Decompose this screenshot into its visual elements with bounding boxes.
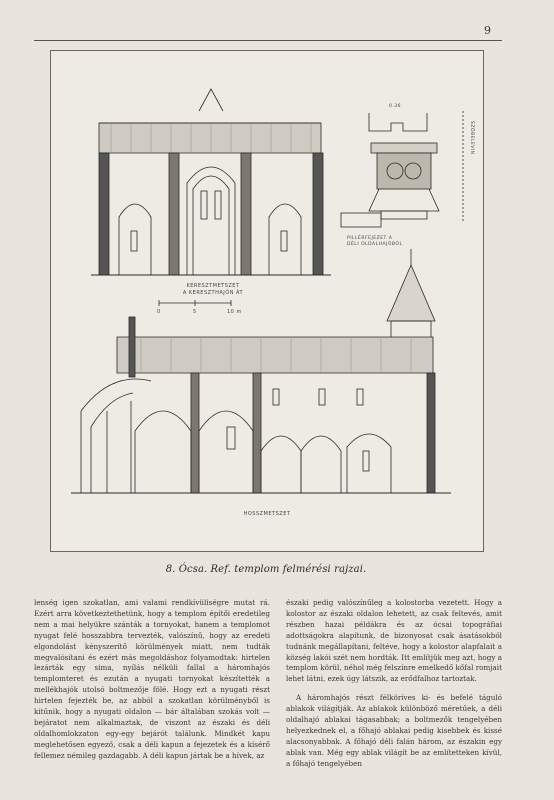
figure-caption: 8. Ócsa. Ref. templom felmérési rajzai.	[165, 564, 367, 575]
figure-frame	[50, 50, 484, 552]
detail-side-text: SZÖBELEVIN	[469, 121, 474, 155]
text-column-right	[286, 598, 502, 788]
right-paragraph-2: A háromhajós részt félköríves ki- és befelé táguló ablakok világítják. Az ablakok különböző méretűek, a déli oldalhajó ablakai tágasabbak; a boltmezők tengelyében helyezkednek el, a főhajó ablakai pedig kisebbek és kissé alacsonyabbak. A főhajó déli falán három, az északin egy ablak van. Még egy ablak világít be az említetteken kívül, a főhajó tengelyében	[286, 693, 502, 768]
left-paragraph: lenség igen szokatlan, ami valami rendkívüliségre mutat rá. Ezért arra következtethetünk, hogy a templom építői eredetileg nem a mai helyükre szánták a tornyokat, hanem a templomot nyugat felé hosszabbra tervezték, valószínű, hogy az eredeti elgondolást kényszerítő körülmények miatt, nem tudták megvalósítani és ezért más megoldáshoz folyamodtak: hirtelen lezárták egy sima, nyílás nélküli fallal a háromhajós templomteret és ezután a nyugati tornyokat készítették a mellékhajók utolsó boltmezője fölé. Hogy ezt a nyugati részt hirtelen fejezték be, az abból a szokatlan körülményből is kitűnik, hogy a nyugati oldalon — bár általában szokás volt — bejáratot nem alkalmaztak, de viszont az északi és déli oldalhomlokzaton egy-egy bejárót találunk. Mindkét kapu meglehetősen egyező, csak a déli kapun a fejezetek és a kísérő fellemez némileg gazdagabb. A déli kapun jártak be a hívek, az	[34, 598, 270, 760]
page-number: 9	[484, 24, 491, 37]
detail-dimension: 0.36	[389, 104, 402, 109]
scale-label-10: 10 m	[227, 309, 242, 315]
scale-label-0: 0	[157, 309, 161, 315]
scale-label-5: 5	[193, 309, 197, 315]
detail-label-1: PILLÉRFEJEZET A	[347, 236, 393, 241]
cross-section-label-2: A KERESZTHAJÓN ÁT	[182, 290, 244, 296]
top-rule	[34, 40, 502, 41]
pillar-capital-detail	[341, 111, 463, 227]
longitudinal-label: HOSSZMETSZET	[243, 511, 291, 517]
survey-drawings	[51, 51, 483, 551]
right-paragraph-1: északi pedig valószínűleg a kolostorba vezetett. Hogy a kolostor az északi oldalon lehetett, az csak feltevés, amit részben hazai példákra és az ócsai topográfiai adottságokra alapítunk, de bizonyosat csak ásatásokból tudnánk megállapítani, feltéve, hogy a kolostor alapfalait a község lakói szét nem hordták. Itt említjük meg azt, hogy a templom körül, néhol még felszínre emelkedő kőfal romjait lehet látni, ezek úgy látszik, az erődfalhoz tartoztak.	[286, 598, 502, 684]
text-column-left	[34, 598, 270, 788]
detail-label-2: DÉLI OLDALHAJÓBÓL	[347, 242, 403, 247]
longitudinal-section-drawing	[71, 317, 451, 493]
cross-section-drawing	[91, 89, 331, 306]
cross-section-label-1: KERESZTMETSZET	[186, 283, 240, 289]
